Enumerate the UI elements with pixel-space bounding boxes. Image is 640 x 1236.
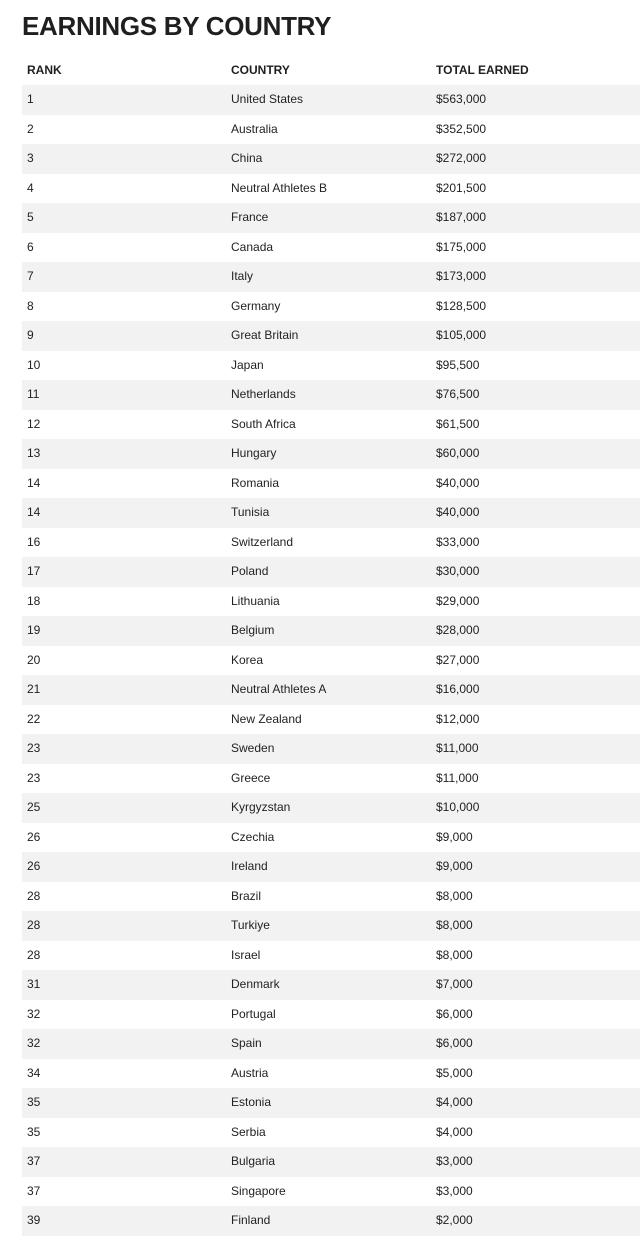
table-row xyxy=(22,970,640,1000)
rank-cell: 35 xyxy=(27,1095,41,1109)
total-earned-cell: $8,000 xyxy=(436,918,473,932)
country-cell: Germany xyxy=(231,298,281,313)
total-earned-cell: $6,000 xyxy=(436,1036,473,1050)
country-cell: Canada xyxy=(231,239,274,254)
rank-cell: 34 xyxy=(27,1065,41,1080)
table-row xyxy=(22,911,640,941)
table-row xyxy=(22,1147,640,1177)
table-row xyxy=(22,292,640,322)
country-cell: Turkiye xyxy=(231,918,270,932)
country-cell: Poland xyxy=(231,564,269,578)
table-row xyxy=(22,852,640,882)
country-cell: Netherlands xyxy=(231,387,296,401)
rank-cell: 19 xyxy=(27,623,41,637)
table-row xyxy=(22,587,640,617)
country-cell: Great Britain xyxy=(231,328,299,342)
rank-cell: 10 xyxy=(27,357,41,372)
total-earned-cell: $4,000 xyxy=(436,1124,473,1139)
table-row xyxy=(22,410,640,440)
table-row xyxy=(22,646,640,676)
country-cell: Sweden xyxy=(231,741,275,755)
rank-cell: 18 xyxy=(27,593,41,608)
rank-cell: 12 xyxy=(27,416,41,431)
table-row xyxy=(22,1059,640,1089)
total-earned-cell: $33,000 xyxy=(436,534,480,549)
table-row xyxy=(22,262,640,292)
country-cell: Kyrgyzstan xyxy=(231,800,291,814)
rank-cell: 26 xyxy=(27,829,41,844)
table-row xyxy=(22,705,640,735)
country-cell: Neutral Athletes B xyxy=(231,180,328,195)
total-earned-cell: $201,500 xyxy=(436,180,487,195)
rank-cell: 37 xyxy=(27,1154,41,1168)
total-earned-cell: $9,000 xyxy=(436,859,473,873)
total-earned-cell: $128,500 xyxy=(436,298,487,313)
table-row xyxy=(22,1029,640,1059)
total-earned-cell: $7,000 xyxy=(436,977,473,991)
column-header-rank: RANK xyxy=(27,63,62,77)
table-row xyxy=(22,351,640,381)
total-earned-cell: $40,000 xyxy=(436,505,480,519)
total-earned-cell: $11,000 xyxy=(436,770,479,785)
country-cell: Greece xyxy=(231,770,271,785)
country-cell: Austria xyxy=(231,1065,269,1080)
country-cell: Tunisia xyxy=(231,505,270,519)
table-row xyxy=(22,144,640,174)
table-row xyxy=(22,528,640,558)
table-header-row xyxy=(22,55,640,85)
rank-cell: 39 xyxy=(27,1213,41,1227)
country-cell: Lithuania xyxy=(231,593,280,608)
country-cell: Ireland xyxy=(231,859,268,873)
total-earned-cell: $16,000 xyxy=(436,682,480,696)
total-earned-cell: $27,000 xyxy=(436,652,480,667)
total-earned-cell: $105,000 xyxy=(436,328,487,342)
rank-cell: 23 xyxy=(27,741,41,755)
table-body xyxy=(22,85,640,1236)
table-row xyxy=(22,941,640,971)
country-cell: Switzerland xyxy=(231,534,294,549)
rank-cell: 14 xyxy=(27,475,41,490)
rank-cell: 16 xyxy=(27,534,41,549)
country-cell: Czechia xyxy=(231,829,275,844)
total-earned-cell: $352,500 xyxy=(436,121,487,136)
rank-cell: 1 xyxy=(27,92,34,106)
country-cell: Korea xyxy=(231,652,264,667)
table-row xyxy=(22,85,640,115)
total-earned-cell: $173,000 xyxy=(436,269,487,283)
total-earned-cell: $4,000 xyxy=(436,1095,473,1109)
table-row xyxy=(22,174,640,204)
rank-cell: 17 xyxy=(27,564,41,578)
table-row xyxy=(22,764,640,794)
table-row xyxy=(22,616,640,646)
total-earned-cell: $3,000 xyxy=(436,1154,473,1168)
total-earned-cell: $12,000 xyxy=(436,711,480,726)
rank-cell: 28 xyxy=(27,918,41,932)
country-cell: Spain xyxy=(231,1036,262,1050)
rank-cell: 9 xyxy=(27,328,34,342)
rank-cell: 37 xyxy=(27,1183,41,1198)
table-row xyxy=(22,1118,640,1148)
country-cell: Portugal xyxy=(231,1006,276,1021)
table-row xyxy=(22,439,640,469)
country-cell: China xyxy=(231,151,263,165)
rank-cell: 35 xyxy=(27,1124,41,1139)
table-row xyxy=(22,321,640,351)
country-cell: Finland xyxy=(231,1213,271,1227)
country-cell: Romania xyxy=(231,475,280,490)
total-earned-cell: $6,000 xyxy=(436,1006,473,1021)
rank-cell: 22 xyxy=(27,711,41,726)
country-cell: France xyxy=(231,210,269,224)
table-row xyxy=(22,1206,640,1236)
country-cell: Japan xyxy=(231,357,264,372)
rank-cell: 14 xyxy=(27,505,41,519)
rank-cell: 23 xyxy=(27,770,41,785)
table-row xyxy=(22,380,640,410)
total-earned-cell: $10,000 xyxy=(436,800,480,814)
table-row xyxy=(22,203,640,233)
total-earned-cell: $3,000 xyxy=(436,1183,473,1198)
total-earned-cell: $28,000 xyxy=(436,623,480,637)
country-cell: Singapore xyxy=(231,1183,286,1198)
country-cell: Italy xyxy=(231,269,254,283)
table-row xyxy=(22,675,640,705)
table-row xyxy=(22,1088,640,1118)
country-cell: Australia xyxy=(231,121,278,136)
rank-cell: 11 xyxy=(27,387,40,401)
rank-cell: 5 xyxy=(27,210,34,224)
table-row xyxy=(22,498,640,528)
country-cell: Denmark xyxy=(231,977,280,991)
column-header-total-earned: TOTAL EARNED xyxy=(436,63,529,77)
table-row xyxy=(22,233,640,263)
rank-cell: 4 xyxy=(27,180,34,195)
country-cell: Brazil xyxy=(231,888,262,903)
rank-cell: 8 xyxy=(27,298,34,313)
total-earned-cell: $40,000 xyxy=(436,475,480,490)
rank-cell: 26 xyxy=(27,859,41,873)
country-cell: Belgium xyxy=(231,623,275,637)
total-earned-cell: $563,000 xyxy=(436,92,487,106)
rank-cell: 31 xyxy=(27,977,41,991)
rank-cell: 13 xyxy=(27,446,41,460)
rank-cell: 32 xyxy=(27,1036,41,1050)
total-earned-cell: $76,500 xyxy=(436,387,480,401)
country-cell: Bulgaria xyxy=(231,1154,276,1168)
table-row xyxy=(22,793,640,823)
total-earned-cell: $30,000 xyxy=(436,564,480,578)
table-row xyxy=(22,1177,640,1207)
table-row xyxy=(22,823,640,853)
column-header-country: COUNTRY xyxy=(231,63,290,77)
total-earned-cell: $2,000 xyxy=(436,1213,473,1227)
country-cell: Hungary xyxy=(231,446,277,460)
total-earned-cell: $272,000 xyxy=(436,151,487,165)
country-cell: United States xyxy=(231,92,304,106)
country-cell: Israel xyxy=(231,947,261,962)
country-cell: New Zealand xyxy=(231,711,302,726)
country-cell: Neutral Athletes A xyxy=(231,682,327,696)
page-title: EARNINGS BY COUNTRY xyxy=(22,11,332,41)
table-row xyxy=(22,882,640,912)
rank-cell: 28 xyxy=(27,888,41,903)
total-earned-cell: $11,000 xyxy=(436,741,479,755)
rank-cell: 7 xyxy=(27,269,34,283)
rank-cell: 20 xyxy=(27,652,41,667)
rank-cell: 21 xyxy=(27,682,41,696)
total-earned-cell: $29,000 xyxy=(436,593,480,608)
total-earned-cell: $95,500 xyxy=(436,357,480,372)
table-row xyxy=(22,734,640,764)
total-earned-cell: $5,000 xyxy=(436,1065,473,1080)
rank-cell: 25 xyxy=(27,800,41,814)
earnings-table xyxy=(22,55,640,1236)
table-row xyxy=(22,1000,640,1030)
country-cell: South Africa xyxy=(231,416,296,431)
country-cell: Serbia xyxy=(231,1124,266,1139)
rank-cell: 2 xyxy=(27,121,34,136)
total-earned-cell: $60,000 xyxy=(436,446,480,460)
total-earned-cell: $61,500 xyxy=(436,416,480,431)
table-row xyxy=(22,115,640,145)
rank-cell: 28 xyxy=(27,947,41,962)
country-cell: Estonia xyxy=(231,1095,272,1109)
total-earned-cell: $175,000 xyxy=(436,239,487,254)
total-earned-cell: $9,000 xyxy=(436,829,473,844)
rank-cell: 32 xyxy=(27,1006,41,1021)
rank-cell: 3 xyxy=(27,151,34,165)
total-earned-cell: $8,000 xyxy=(436,888,473,903)
table-row xyxy=(22,557,640,587)
total-earned-cell: $8,000 xyxy=(436,947,473,962)
total-earned-cell: $187,000 xyxy=(436,210,487,224)
rank-cell: 6 xyxy=(27,239,34,254)
table-row xyxy=(22,469,640,499)
